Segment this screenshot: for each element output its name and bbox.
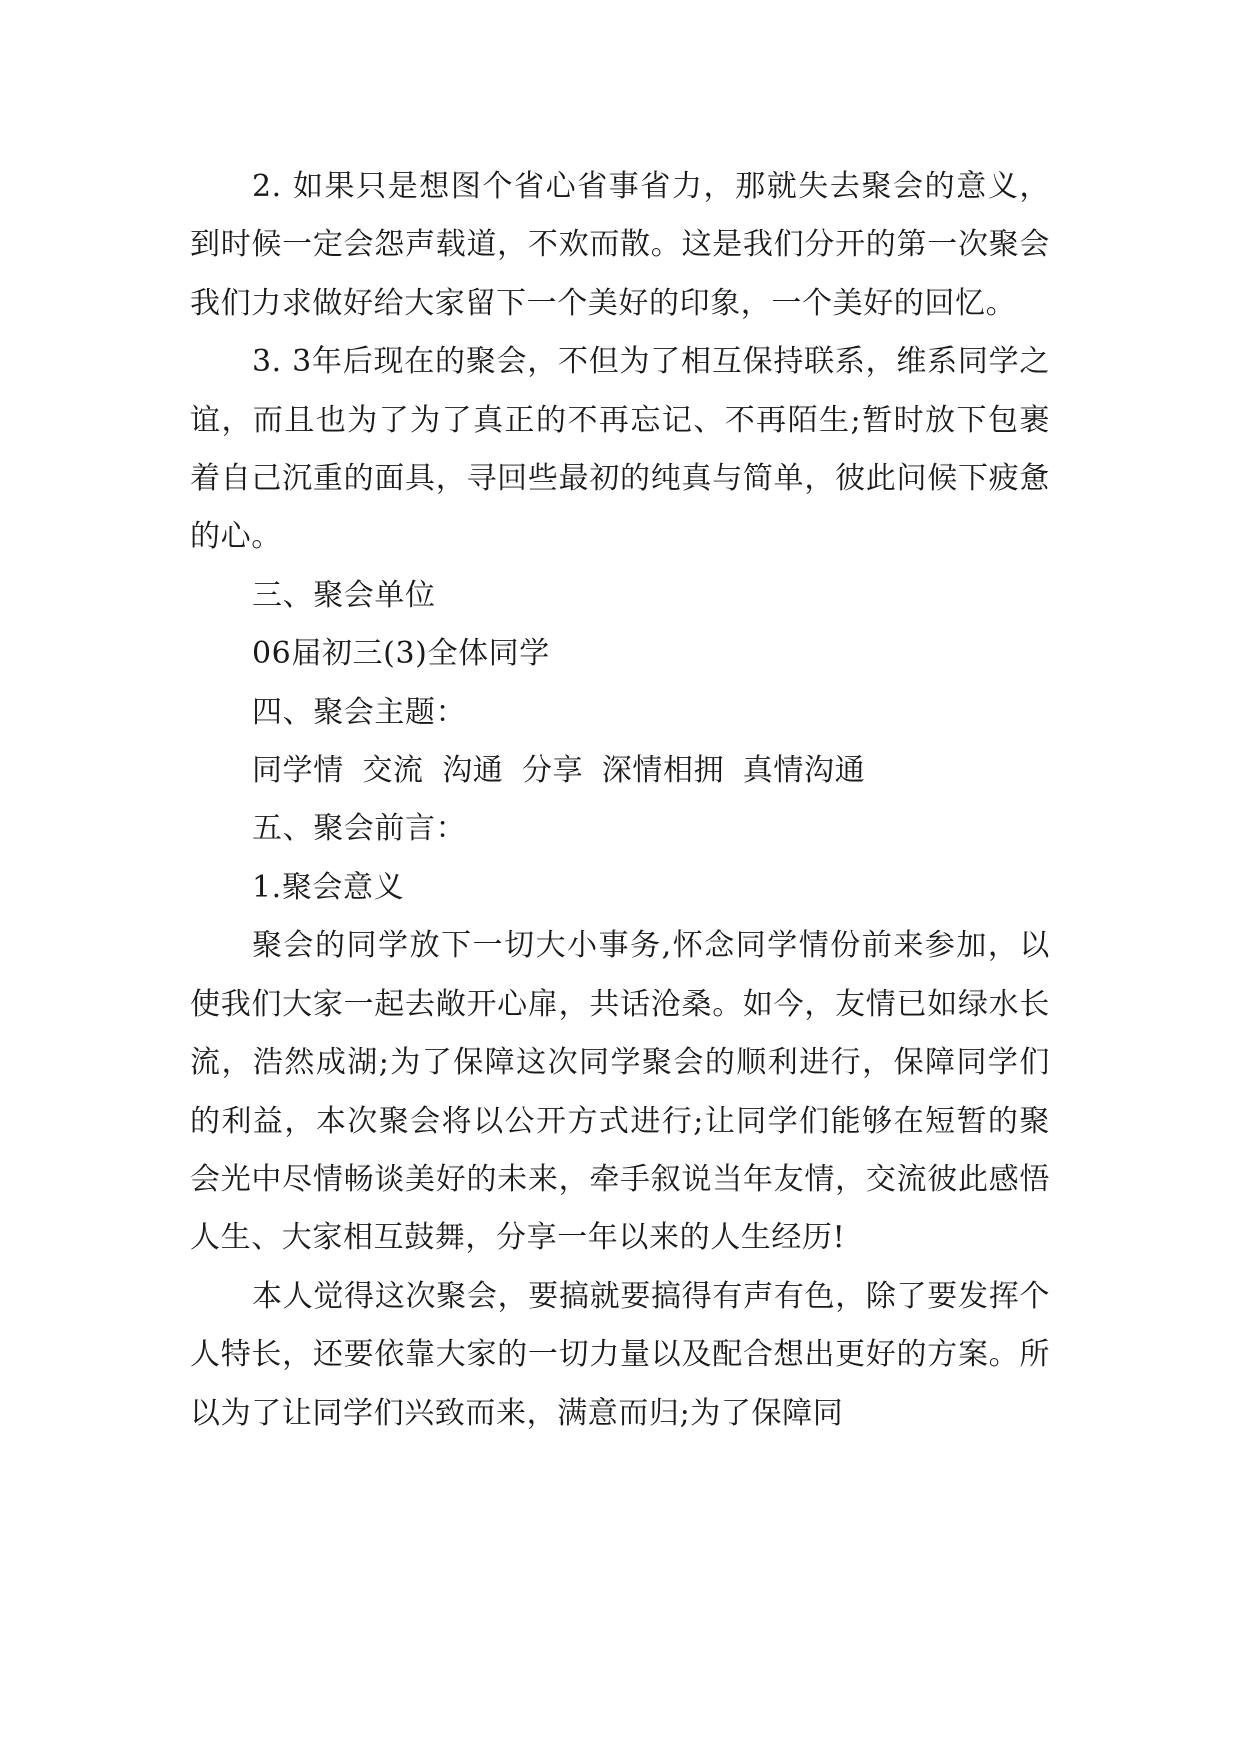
section-heading-unit: 三、聚会单位 xyxy=(252,577,436,613)
theme-item: 深情相拥 xyxy=(601,753,725,789)
theme-item: 沟通 xyxy=(442,753,504,789)
subheading-meaning: 1.聚会意义 xyxy=(252,869,405,905)
unit-text: 06届初三(3)全体同学 xyxy=(252,636,550,672)
theme-item: 同学情 xyxy=(252,753,344,789)
theme-item: 分享 xyxy=(522,753,584,789)
document-body xyxy=(190,158,1050,1443)
theme-list xyxy=(190,742,1050,800)
paragraph-meaning: 聚会的同学放下一切大小事务,怀念同学情份前来参加，以使我们大家一起去敞开心扉，共话沧桑。如今，友情已如绿水长流，浩然成湖;为了保障这次同学聚会的顺利进行，保障同学们的利益，本次聚会将以公开方式进行;让同学们能够在短暂的聚会光中尽情畅谈美好的未来，牵手叙说当年友情，交流彼此感悟人生、大家相互鼓舞，分享一年以来的人生经历! xyxy=(190,928,1050,1256)
paragraph-3: 3. 3年后现在的聚会，不但为了相互保持联系，维系同学之谊，而且也为了为了真正的不再忘记、不再陌生;暂时放下包裹着自己沉重的面具，寻回些最初的纯真与简单，彼此问候下疲惫的心。 xyxy=(190,344,1050,555)
theme-item: 真情沟通 xyxy=(742,753,866,789)
section-heading-theme: 四、聚会主题： xyxy=(252,694,467,730)
paragraph-plan: 本人觉得这次聚会，要搞就要搞得有声有色，除了要发挥个人特长，还要依靠大家的一切力量以及配合想出更好的方案。所以为了让同学们兴致而来，满意而归;为了保障同 xyxy=(190,1278,1050,1431)
theme-item: 交流 xyxy=(362,753,424,789)
section-heading-preface: 五、聚会前言： xyxy=(252,811,467,847)
paragraph-2: 2. 如果只是想图个省心省事省力，那就失去聚会的意义，到时候一定会怨声载道，不欢而散。这是我们分开的第一次聚会我们力求做好给大家留下一个美好的印象，一个美好的回忆。 xyxy=(190,169,1050,321)
